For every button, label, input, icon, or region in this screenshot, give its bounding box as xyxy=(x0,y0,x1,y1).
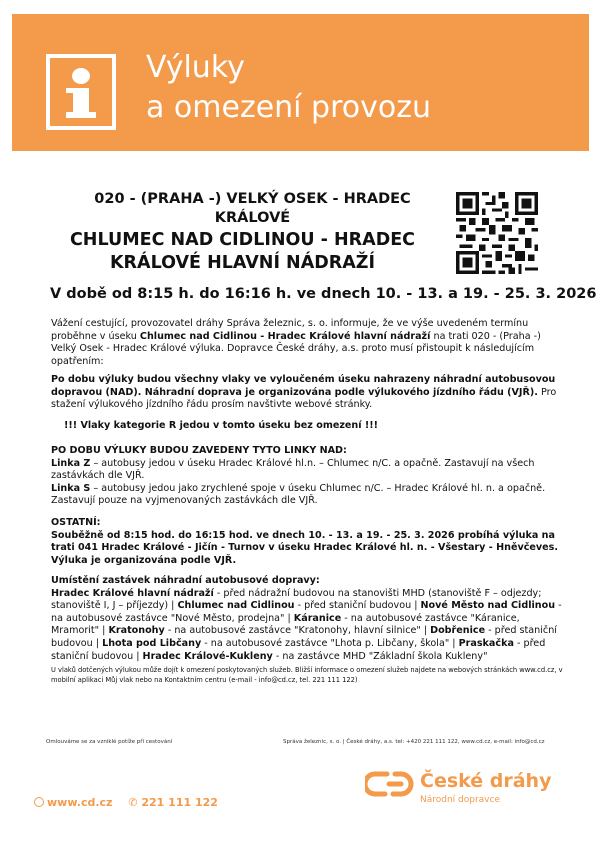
phone-icon: ✆ xyxy=(128,796,138,809)
r-category-notice: !!! Vlaky kategorie R jedou v tomto úseku bez omezení !!! xyxy=(64,420,378,431)
fine-print: U vlaků dotčených výlukou může dojít k omezení poskytovaných služeb. Bližší informace o omezení služeb najdete na webových stránkách www.cd.cz, v mobilní aplikaci Můj vlak nebo na Kontaktním centru (e-mail - info@cd.cz, tel. 221 111 122) xyxy=(51,666,563,684)
brand-name: České dráhy xyxy=(420,770,552,792)
cd-logo-icon xyxy=(365,770,415,800)
web-link[interactable]: www.cd.cz xyxy=(47,796,113,809)
replacement-notice: Po dobu výluky budou všechny vlaky ve vyloučeném úseku nahrazeny náhradní autobusovou dopravou (NAD). Náhradní doprava je organizována podle výlukového jízdního řádu (VJŘ). Pro stažení výlukového jízdního řádu prosím navštivte webové stránky. xyxy=(51,374,557,411)
banner-title-line2: a omezení provozu xyxy=(146,90,431,125)
apology-text: Omlouváme se za vzniklé potíže při cestování xyxy=(46,739,173,745)
info-icon xyxy=(46,54,116,130)
contact-text: Správa železnic, s. o. | České dráhy, a.s. tel: +420 221 111 122, www.cd.cz, e-mail: info@cd.cz xyxy=(283,739,545,745)
lines-heading: PO DOBU VÝLUKY BUDOU ZAVEDENY TYTO LINKY NAD: xyxy=(51,445,347,456)
other-heading: OSTATNÍ: xyxy=(51,517,101,528)
period: V době od 8:15 h. do 16:16 h. ve dnech 10. - 13. a 19. - 25. 3. 2026 xyxy=(50,286,597,302)
phone-number: 221 111 122 xyxy=(141,796,218,809)
route-title: 020 - (PRAHA -) VELKÝ OSEK - HRADEC KRÁLOVÉ xyxy=(94,191,411,226)
globe-icon xyxy=(34,797,44,807)
banner-title xyxy=(146,48,431,128)
stops-heading: Umístění zastávek náhradní autobusové dopravy: xyxy=(51,575,320,586)
section-title: CHLUMEC NAD CIDLINOU - HRADEC KRÁLOVÉ HLAVNÍ NÁDRAŽÍ xyxy=(69,230,416,273)
brand-subtitle: Národní dopravce xyxy=(420,795,500,805)
footer-contacts xyxy=(34,796,218,809)
lines-section: PO DOBU VÝLUKY BUDOU ZAVEDENY TYTO LINKY NAD: Linka Z – autobusy jedou v úseku Hradec Králové hl.n. – Chlumec n/C. a opačně. Zastavují na všech zastávkách dle VJŘ. Linka S – autobusy jedou jako zrychlené spoje v úseku Chlumec n/C. – Hradec Králové hl. n. a opačně. Zastavují pouze na vyjmenovaných zastávkách dle VJŘ. xyxy=(51,445,546,507)
other-section: OSTATNÍ: Souběžně od 8:15 hod. do 16:15 hod. ve dnech 10. - 13. a 19. - 25. 3. 2026 probíhá výluka na trati 041 Hradec Králové - Jičín - Turnov v úseku Hradec Králové hl. n. - Všestary - Hněvčeves. Výluka je organizována podle VJŘ. xyxy=(51,517,559,566)
intro-paragraph: Vážení cestující, provozovatel dráhy Správa železnic, s. o. informuje, že ve výše uvedeném termínu proběhne v úseku Chlumec nad Cidlinou - Hradec Králové hlavní nádraží na trati 020 - (Praha -) Velký Osek - Hradec Králové výluka. Dopravce České dráhy, a.s. proto musí přistoupit k následujícím opatřením: xyxy=(51,318,541,367)
banner xyxy=(12,14,589,151)
qr-code-icon xyxy=(456,192,538,274)
banner-title-line1: Výluky xyxy=(146,50,245,85)
stops-section: Umístění zastávek náhradní autobusové dopravy: Hradec Králové hlavní nádraží - před nádražní budovou na stanovišti MHD (stanoviště F – odjezdy; stanoviště I, J – příjezdy) | Chlumec nad Cidlinou - před staniční budovou | Nové Město nad Cidlinou - na autobusové zastávce "Nové Město, prodejna" | Káranice - na autobusové zastávce "Káranice, Mramorit" | Kratonohy - na autobusové zastávce "Kratonohy, hlavní silnice" | Dobřenice - před staniční budovou | Lhota pod Libčany - na autobusové zastávce "Lhota p. Libčany, škola" | Praskačka - před staniční budovou | Hradec Králové-Kukleny - na zastávce MHD "Základní škola Kukleny" xyxy=(51,575,562,662)
